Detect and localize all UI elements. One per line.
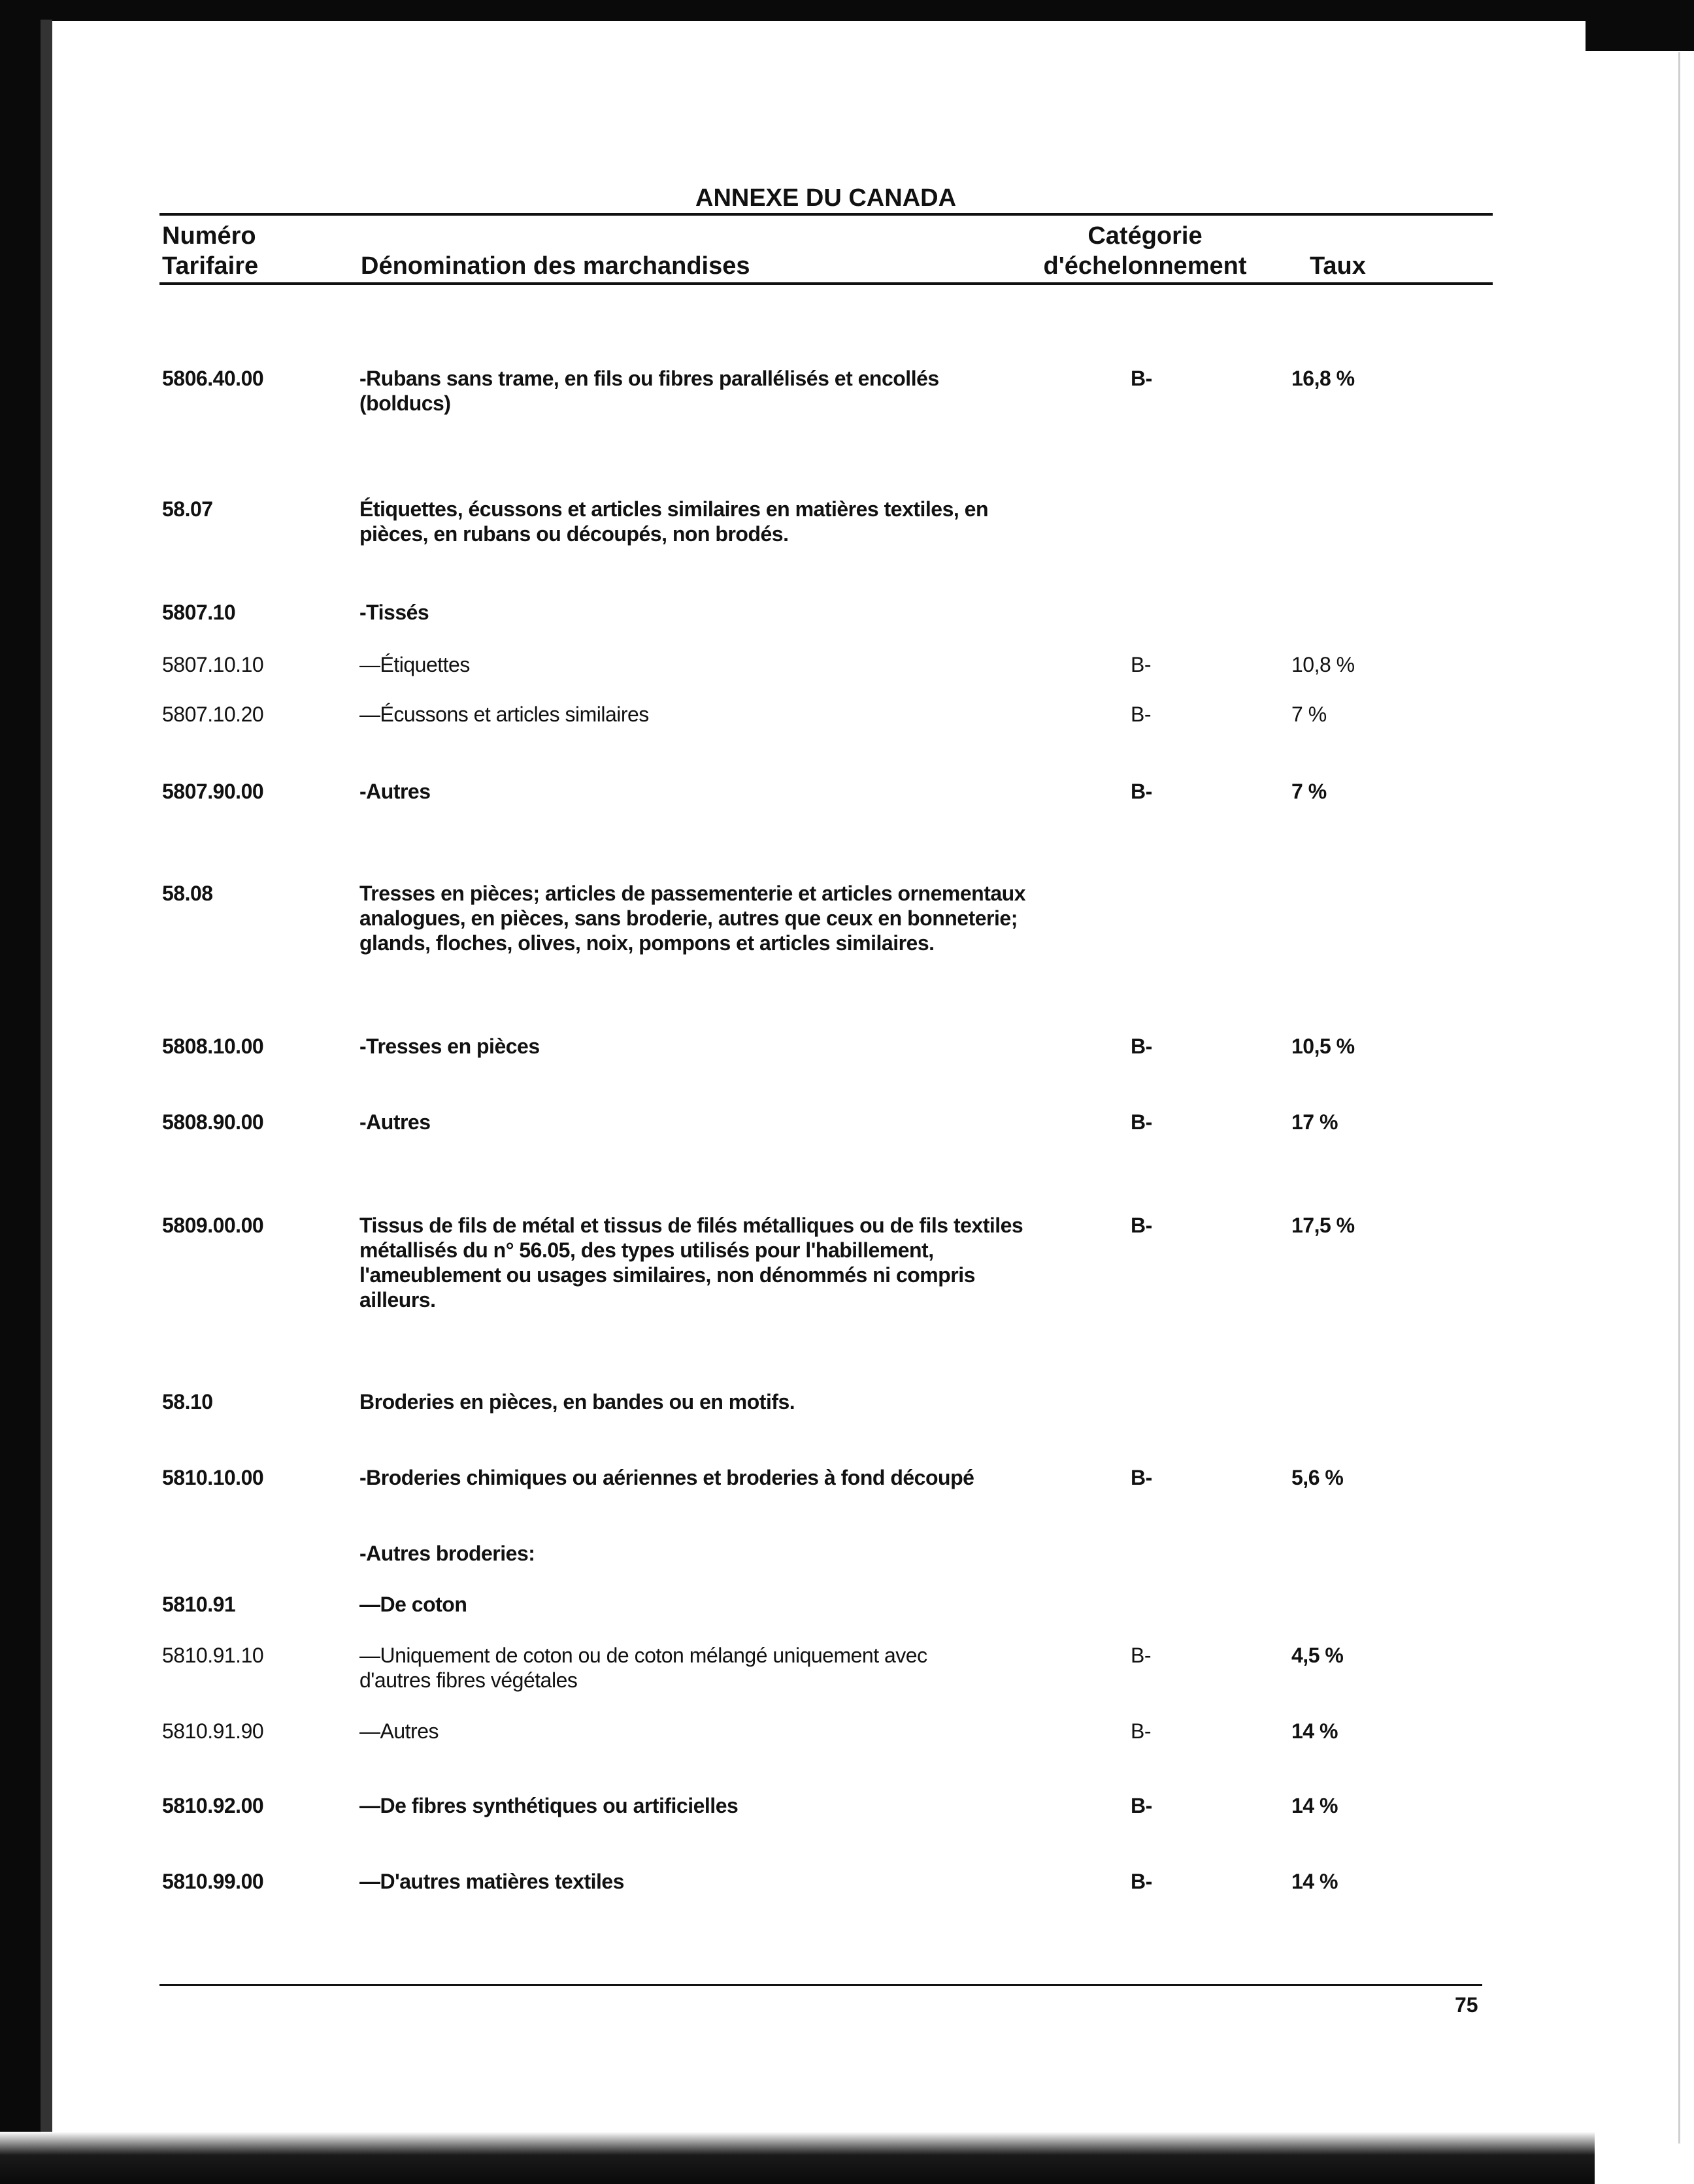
scan-edge-bottom [0,2132,1595,2184]
row-description: —Étiquettes [359,653,470,676]
row-rate: 10,5 % [1291,1034,1355,1058]
row-code: 5810.92.00 [162,1794,264,1817]
row-description: —De coton [359,1593,467,1616]
row-code: 58.10 [162,1390,213,1414]
row-code: 5807.90.00 [162,780,264,803]
row-code: 5807.10.10 [162,653,264,676]
header-numero-tarifaire [162,221,258,281]
row-description: —Écussons et articles similaires [359,703,649,726]
row-category: B- [1131,1870,1152,1893]
page-title: ANNEXE DU CANADA [695,184,957,212]
row-category: B- [1131,1719,1151,1743]
row-code: 5808.10.00 [162,1034,264,1058]
row-description: Tissus de fils de métal et tissus de filés métalliques ou de fils textiles métallisés du n° 56.05, des types utilisés pour l'habillement, l'ameublement ou usages similaires, non dénommés ni compris ailleurs. [359,1214,1023,1312]
header-numero-line2: Tarifaire [162,252,259,280]
header-rule [159,282,1493,285]
row-code: 5810.91.10 [162,1644,264,1667]
scan-edge-left [0,0,41,2184]
row-rate: 17 % [1291,1110,1338,1134]
row-code: 5809.00.00 [162,1214,264,1237]
row-description: -Broderies chimiques ou aériennes et broderies à fond découpé [359,1466,974,1489]
row-category: B- [1131,1214,1152,1237]
footer-rule [159,1984,1482,1986]
row-description: —De fibres synthétiques ou artificielles [359,1794,739,1817]
row-rate: 7 % [1291,780,1327,803]
row-category: B- [1131,1794,1152,1817]
row-description: Étiquettes, écussons et articles similaires en matières textiles, en pièces, en rubans ou découpés, non brodés. [359,497,989,546]
row-code: 58.07 [162,497,213,521]
header-categorie-line2: d'échelonnement [1043,252,1247,280]
row-rate: 7 % [1291,703,1327,726]
header-taux: Taux [1310,252,1366,280]
row-rate: 4,5 % [1291,1644,1344,1667]
row-rate: 5,6 % [1291,1466,1344,1489]
row-category: B- [1131,367,1152,390]
row-code: 5810.10.00 [162,1466,264,1489]
row-code: 5810.99.00 [162,1870,264,1893]
row-code: 5806.40.00 [162,367,264,390]
row-description: Tresses en pièces; articles de passementerie et articles ornementaux analogues, en pièces, sans broderie, autres que ceux en bonneterie; glands, floches, olives, noix, pompons et articles similaires. [359,882,1025,955]
scan-edge-corner [1586,0,1694,51]
page-number: 75 [1455,1993,1478,2017]
row-description: —Autres [359,1719,439,1743]
row-category: B- [1131,1110,1152,1134]
row-description: Broderies en pièces, en bandes ou en motifs. [359,1390,795,1414]
scan-edge-top [0,0,1694,21]
header-categorie [1040,221,1250,281]
row-rate: 10,8 % [1291,653,1355,676]
row-code: 58.08 [162,882,213,905]
row-rate: 14 % [1291,1794,1338,1817]
header-denomination: Dénomination des marchandises [361,252,750,280]
row-description: —D'autres matières textiles [359,1870,624,1893]
row-rate: 16,8 % [1291,367,1355,390]
row-code: 5810.91 [162,1593,236,1616]
row-category: B- [1131,1644,1151,1667]
row-category: B- [1131,780,1152,803]
scan-edge-left-inner [41,20,52,2143]
header-numero-line1: Numéro [162,222,256,250]
row-category: B- [1131,653,1151,676]
title-rule [159,213,1493,216]
row-category: B- [1131,1034,1152,1058]
row-rate: 14 % [1291,1870,1338,1893]
row-code: 5810.91.90 [162,1719,264,1743]
header-categorie-line1: Catégorie [1088,222,1203,250]
row-description: -Autres [359,780,431,803]
row-description: -Autres [359,1110,431,1134]
row-description: -Rubans sans trame, en fils ou fibres parallélisés et encollés (bolducs) [359,367,939,415]
row-category: B- [1131,1466,1152,1489]
row-category: B- [1131,703,1151,726]
row-code: 5808.90.00 [162,1110,264,1134]
scan-edge-right [1678,52,1680,2143]
row-description: -Autres broderies: [359,1542,535,1565]
row-rate: 14 % [1291,1719,1338,1743]
row-code: 5807.10 [162,601,236,624]
row-rate: 17,5 % [1291,1214,1355,1237]
row-description: -Tissés [359,601,429,624]
row-description: -Tresses en pièces [359,1034,540,1058]
row-code: 5807.10.20 [162,703,264,726]
row-description: —Uniquement de coton ou de coton mélangé uniquement avec d'autres fibres végétales [359,1644,927,1692]
